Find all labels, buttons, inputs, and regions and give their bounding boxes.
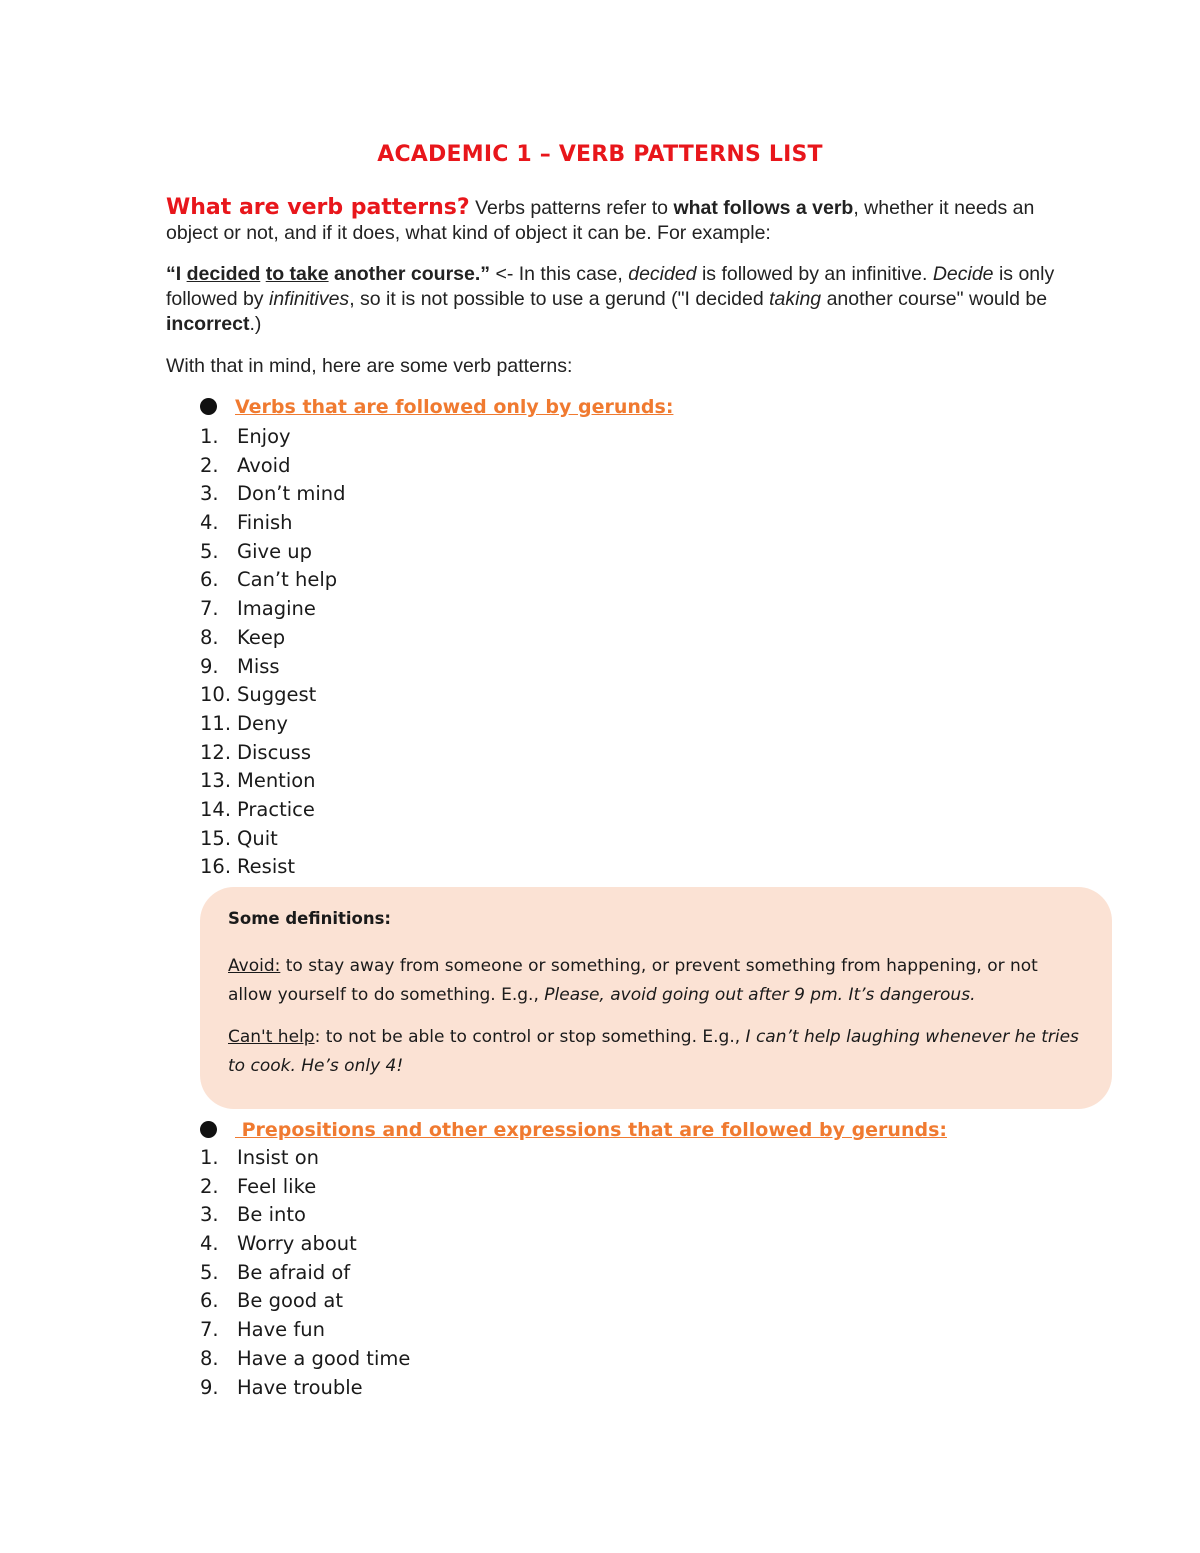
list-number: 11. (200, 711, 232, 735)
list-number: 2. (200, 453, 219, 477)
section-heading-text: Verbs that are followed only by gerunds: (235, 396, 674, 418)
example-infinitives-italic: infinitives (268, 288, 350, 310)
list-number: 8. (200, 625, 219, 649)
list-item (200, 1345, 410, 1374)
list-label: Be good at (237, 1289, 343, 1313)
list-label: Discuss (237, 740, 311, 764)
example-decided-italic: decided (628, 263, 697, 285)
example-text-d: , so it is not possible to use a gerund ("I decided (349, 288, 770, 310)
list-label: Suggest (237, 683, 317, 707)
definition-colon: : (314, 1027, 321, 1047)
example-quote-open: “I (166, 263, 187, 285)
definition-text: to not be able to control or stop something. E.g., (320, 1027, 746, 1047)
definitions-box (200, 887, 1112, 1109)
list-number: 12. (200, 740, 232, 764)
preposition-expressions-list (200, 1144, 410, 1402)
list-item (200, 1287, 410, 1316)
definition-example: Please, avoid going out after 9 pm. It’s dangerous. (544, 984, 976, 1005)
list-number: 9. (200, 654, 219, 678)
list-number: 9. (200, 1375, 219, 1399)
gerund-verbs-list (200, 423, 346, 882)
list-label: Avoid (237, 453, 291, 477)
list-item (200, 825, 346, 854)
list-item (200, 1230, 410, 1259)
list-label: Quit (237, 826, 278, 850)
list-label: Be into (237, 1203, 306, 1227)
example-text-f: .) (249, 313, 262, 335)
list-item (200, 653, 346, 682)
list-item (200, 595, 346, 624)
list-label: Worry about (237, 1232, 357, 1256)
list-label: Resist (237, 855, 296, 879)
list-number: 16. (200, 855, 232, 879)
list-item (200, 566, 346, 595)
list-number: 7. (200, 597, 219, 621)
list-item (200, 767, 346, 796)
list-item (200, 681, 346, 710)
intro-paragraph (166, 195, 1066, 246)
definition-term: Avoid: (228, 956, 281, 976)
section-heading-prepositions (200, 1119, 947, 1141)
list-label: Mention (237, 769, 316, 793)
lead-in-paragraph: With that in mind, here are some verb patterns: (166, 355, 573, 377)
list-number: 1. (200, 1146, 219, 1169)
list-number: 13. (200, 769, 232, 793)
example-text-b: is followed by an infinitive. (696, 263, 933, 285)
list-label: Don’t mind (237, 482, 346, 506)
list-label: Give up (237, 539, 313, 563)
list-label: Have trouble (237, 1375, 363, 1399)
bullet-icon (200, 398, 217, 415)
list-number: 7. (200, 1318, 219, 1342)
list-label: Imagine (237, 597, 316, 621)
example-decide-italic: Decide (932, 263, 994, 285)
list-label: Finish (237, 511, 293, 535)
list-number: 6. (200, 1289, 219, 1313)
example-text-e: another course" would be (821, 288, 1048, 310)
list-label: Be afraid of (237, 1260, 351, 1284)
list-number: 5. (200, 539, 219, 563)
list-label: Practice (237, 797, 315, 821)
list-number: 3. (200, 482, 219, 506)
list-item (200, 538, 346, 567)
list-item (200, 1316, 410, 1345)
list-item (200, 452, 346, 481)
list-number: 3. (200, 1203, 219, 1227)
list-label: Deny (237, 711, 288, 735)
list-item (200, 1201, 410, 1230)
list-number: 5. (200, 1260, 219, 1284)
list-label: Keep (237, 625, 286, 649)
section-heading-text: Prepositions and other expressions that are followed by gerunds: (235, 1119, 947, 1141)
list-label: Enjoy (237, 425, 291, 448)
example-paragraph (166, 262, 1066, 337)
definitions-title: Some definitions: (228, 909, 392, 928)
intro-text-a: Verbs patterns refer to (469, 197, 674, 219)
section-heading-gerund-verbs (200, 396, 673, 418)
page-title: ACADEMIC 1 – VERB PATTERNS LIST (377, 142, 823, 167)
list-label: Insist on (237, 1146, 319, 1169)
list-number: 2. (200, 1174, 219, 1198)
list-label: Can’t help (237, 568, 338, 592)
list-number: 6. (200, 568, 219, 592)
example-taking-italic: taking (769, 288, 822, 310)
list-item (200, 1173, 410, 1202)
intro-question: What are verb patterns? (166, 195, 470, 220)
example-text-c: is only followed by (166, 263, 1055, 310)
list-item (200, 1374, 410, 1403)
list-item (200, 509, 346, 538)
list-number: 1. (200, 425, 219, 448)
example-quote-rest: another course.” (328, 263, 491, 285)
list-item (200, 1259, 410, 1288)
list-number: 4. (200, 511, 219, 535)
example-text-a: <- In this case, (490, 263, 629, 285)
definition-cant-help (228, 1023, 1084, 1080)
list-number: 10. (200, 683, 232, 707)
list-number: 15. (200, 826, 232, 850)
list-label: Have a good time (237, 1346, 411, 1370)
list-item (200, 796, 346, 825)
definition-term: Can't help (228, 1027, 315, 1047)
list-item (200, 624, 346, 653)
definition-avoid (228, 952, 1084, 1009)
list-item (200, 739, 346, 768)
intro-text-b: , whether it needs an object or not, and if it does, what kind of object it can be. For example: (166, 197, 1035, 244)
list-item (200, 423, 346, 452)
definition-example: I can’t help laughing whenever he tries to cook. He’s only 4! (228, 1027, 1079, 1076)
example-incorrect-bold: incorrect (166, 313, 250, 335)
list-label: Miss (237, 654, 280, 678)
list-item (200, 853, 346, 882)
intro-bold-text: what follows a verb (673, 197, 854, 219)
example-verb-to-take: to take (265, 263, 329, 285)
list-label: Have fun (237, 1318, 325, 1342)
definition-text: to stay away from someone or something, or prevent something from happening, or not allow yourself to do something. E.g., (228, 956, 1038, 1005)
list-number: 14. (200, 797, 232, 821)
list-item (200, 1144, 410, 1173)
list-number: 8. (200, 1346, 219, 1370)
list-item (200, 710, 346, 739)
list-number: 4. (200, 1232, 219, 1256)
bullet-icon (200, 1121, 217, 1138)
list-label: Feel like (237, 1174, 317, 1198)
example-verb-decided: decided (186, 263, 261, 285)
list-item (200, 480, 346, 509)
